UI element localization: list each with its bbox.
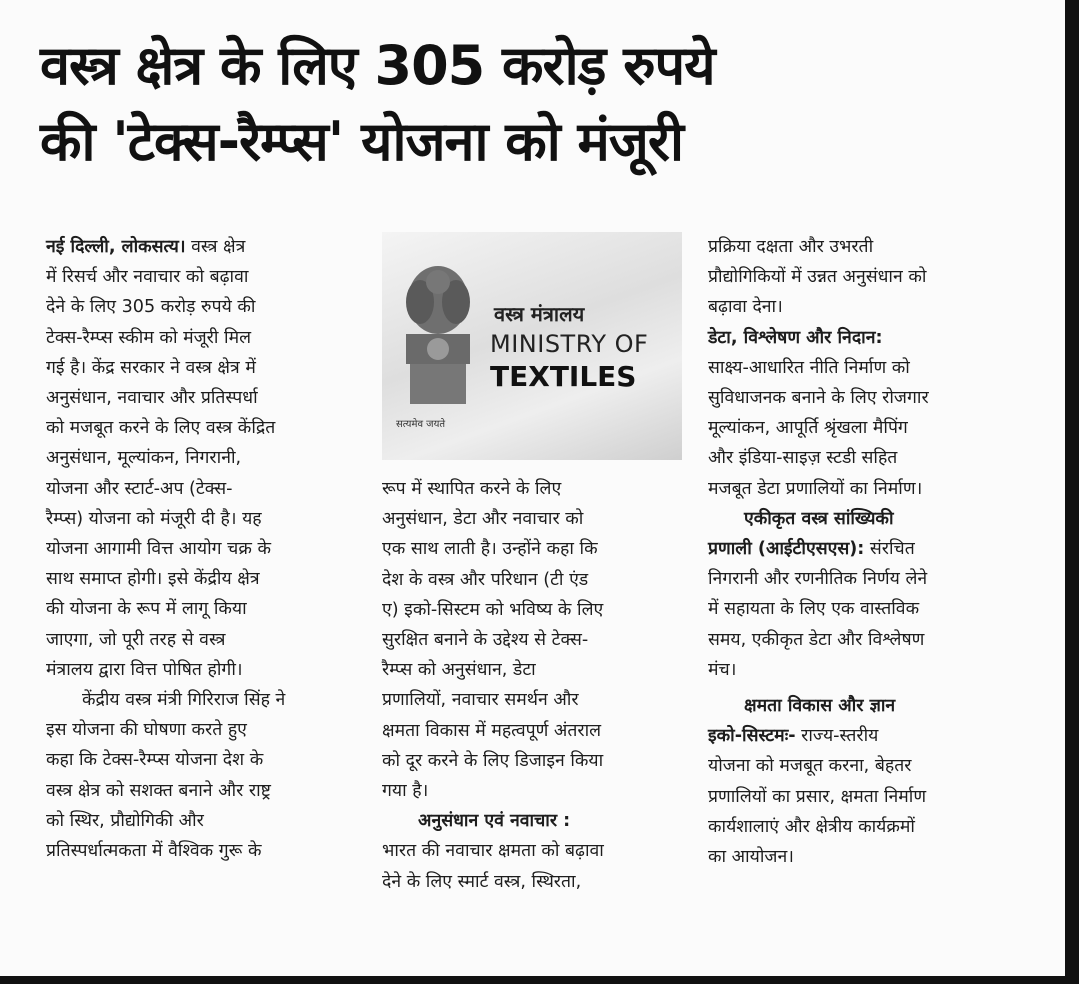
text-line: जाएगा, जो पूरी तरह से वस्त्र (46, 629, 226, 650)
text-line: और इंडिया-साइज़ स्टडी सहित (708, 448, 898, 469)
text-line: रैम्प्स) योजना को मंजूरी दी है। यह (46, 508, 262, 529)
subheading-itss-1: एकीकृत वस्त्र सांख्यिकी (744, 508, 894, 529)
ministry-photo (382, 232, 682, 460)
paragraph-7 (708, 504, 1028, 685)
text-line: केंद्रीय वस्त्र मंत्री गिरिराज सिंह ने (82, 690, 286, 711)
text-line: इस योजना की घोषणा करते हुए (46, 720, 247, 741)
text-line: को मजबूत करने के लिए वस्त्र केंद्रित (46, 418, 276, 439)
text-line: साथ समाप्त होगी। इसे केंद्रीय क्षेत्र (46, 569, 260, 590)
subheading-itss-2: प्रणाली (आईटीएसएस): (708, 539, 865, 560)
page-border-bottom (0, 976, 1079, 984)
text-line: वस्त्र क्षेत्र (191, 237, 246, 257)
ministry-name-en-line1: MINISTRY OF (490, 330, 649, 358)
text-line: राज्य-स्तरीय (801, 726, 879, 747)
subheading-capacity-2: इको-सिस्टमः- (708, 726, 796, 747)
headline (40, 28, 1040, 180)
text-line: सुरक्षित बनाने के उद्देश्य से टेक्स- (382, 630, 589, 651)
text-line: अनुसंधान, डेटा और नवाचार को (382, 509, 584, 530)
text-line: प्रतिस्पर्धात्मकता में वैश्विक गुरू के (46, 841, 262, 862)
text-line: प्रक्रिया दक्षता और उभरती (708, 237, 874, 257)
text-line: टेक्स-रैम्प्स स्कीम को मंजूरी मिल (46, 327, 252, 348)
paragraph-2 (46, 685, 364, 866)
text-line: भारत की नवाचार क्षमता को बढ़ावा (382, 841, 604, 862)
article-column-3 (708, 232, 1028, 872)
paragraph-3 (382, 474, 700, 806)
text-line: रूप में स्थापित करने के लिए (382, 479, 562, 499)
text-line: प्रौद्योगिकियों में उन्नत अनुसंधान को (708, 267, 927, 288)
text-line: गया है। (382, 781, 429, 802)
text-line: योजना और स्टार्ट-अप (टेक्स- (46, 478, 233, 499)
text-line: वस्त्र क्षेत्र को सशक्त बनाने और राष्ट्र (46, 780, 271, 801)
text-line: योजना आगामी वित्त आयोग चक्र के (46, 539, 271, 560)
text-line: गई है। केंद्र सरकार ने वस्त्र क्षेत्र में (46, 357, 256, 378)
headline-line-1: वस्त्र क्षेत्र के लिए 305 करोड़ रुपये (40, 34, 715, 97)
headline-line-2: की 'टेक्स-रैम्प्स' योजना को मंजूरी (40, 110, 683, 173)
paragraph-8 (708, 691, 1028, 872)
ministry-name-en-line2: TEXTILES (490, 360, 637, 393)
text-line: संरचित (869, 539, 915, 560)
text-line: क्षमता विकास में महत्वपूर्ण अंतराल (382, 720, 602, 741)
text-line: सुविधाजनक बनाने के लिए रोजगार (708, 388, 929, 409)
dateline: नई दिल्ली, लोकसत्य। (46, 237, 186, 257)
article-column-1 (46, 232, 364, 866)
ministry-name-hindi: वस्त्र मंत्रालय (494, 302, 585, 326)
text-line: अनुसंधान, नवाचार और प्रतिस्पर्धा (46, 388, 258, 409)
text-line: मंच। (708, 659, 737, 680)
text-line: देने के लिए 305 करोड़ रुपये की (46, 297, 256, 318)
text-line: योजना को मजबूत करना, बेहतर (708, 756, 912, 777)
national-emblem-icon (390, 260, 486, 410)
text-line: निगरानी और रणनीतिक निर्णय लेने (708, 569, 928, 590)
text-line: प्रणालियों, नवाचार समर्थन और (382, 690, 579, 711)
text-line: में रिसर्च और नवाचार को बढ़ावा (46, 267, 249, 288)
paragraph-1 (46, 232, 364, 685)
text-line: अनुसंधान, मूल्यांकन, निगरानी, (46, 448, 242, 469)
paragraph-5 (708, 232, 1028, 323)
text-line: मूल्यांकन, आपूर्ति श्रृंखला मैपिंग (708, 418, 908, 439)
text-line: बढ़ावा देना। (708, 297, 783, 318)
text-line: देश के वस्त्र और परिधान (टी एंड (382, 569, 589, 590)
paragraph-4 (382, 836, 700, 896)
text-line: देने के लिए स्मार्ट वस्त्र, स्थिरता, (382, 871, 582, 892)
text-line: को दूर करने के लिए डिजाइन किया (382, 750, 604, 771)
text-line: कहा कि टेक्स-रैम्प्स योजना देश के (46, 750, 264, 771)
text-line: मजबूत डेटा प्रणालियों का निर्माण। (708, 478, 923, 499)
text-line: एक साथ लाती है। उन्होंने कहा कि (382, 539, 598, 560)
text-line: साक्ष्य-आधारित नीति निर्माण को (708, 357, 910, 378)
text-line: समय, एकीकृत डेटा और विश्लेषण (708, 629, 925, 650)
text-line: मंत्रालय द्वारा वित्त पोषित होगी। (46, 659, 243, 680)
subheading-research: अनुसंधान एवं नवाचार : (418, 811, 571, 832)
text-line: का आयोजन। (708, 847, 794, 868)
text-line: रैम्प्स को अनुसंधान, डेटा (382, 660, 536, 681)
paragraph-6 (708, 353, 1028, 504)
subheading-data: डेटा, विश्लेषण और निदान: (708, 327, 883, 348)
motto: सत्यमेव जयते (396, 419, 446, 430)
text-line: ए) इको-सिस्टम को भविष्य के लिए (382, 599, 604, 620)
page-border-right (1065, 0, 1079, 984)
text-line: कार्यशालाएं और क्षेत्रीय कार्यक्रमों (708, 816, 915, 837)
text-line: की योजना के रूप में लागू किया (46, 599, 247, 620)
text-line: को स्थिर, प्रौद्योगिकी और (46, 810, 204, 831)
subheading-capacity-1: क्षमता विकास और ज्ञान (744, 696, 896, 717)
text-line: प्रणालियों का प्रसार, क्षमता निर्माण (708, 786, 927, 807)
article-column-2 (382, 474, 700, 897)
text-line: में सहायता के लिए एक वास्तविक (708, 599, 920, 620)
